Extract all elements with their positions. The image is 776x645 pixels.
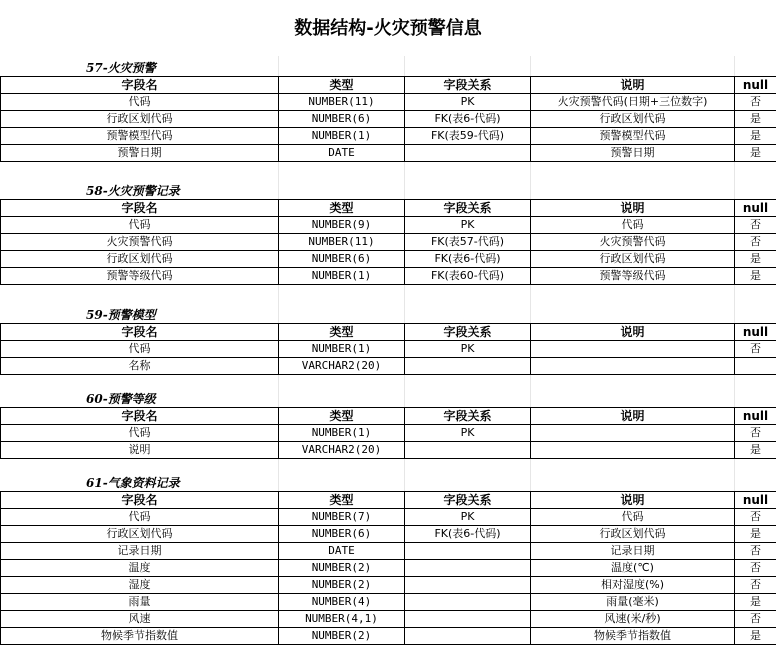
cell-null[interactable]: 否 — [735, 217, 776, 234]
cell-null[interactable]: 否 — [735, 611, 776, 628]
header-row — [1, 492, 776, 509]
header-cell-type: 类型 — [279, 324, 405, 341]
cell-desc[interactable]: 行政区划代码 — [531, 251, 735, 268]
cell-null[interactable]: 是 — [735, 128, 776, 145]
cell-field[interactable]: 代码 — [1, 217, 279, 234]
header-cell-type: 类型 — [279, 492, 405, 509]
cell-desc[interactable] — [531, 341, 735, 358]
cell-type[interactable]: NUMBER(1) — [279, 341, 405, 358]
header-cell-field: 字段名 — [1, 492, 279, 509]
section-table — [0, 76, 776, 162]
header-cell-rel: 字段关系 — [405, 200, 531, 217]
header-row — [1, 200, 776, 217]
cell-rel[interactable]: FK(表6-代码) — [405, 111, 531, 128]
section-table — [0, 491, 776, 645]
page-title: 数据结构-火灾预警信息 — [0, 14, 776, 40]
section-title: 60-预警等级 — [86, 390, 156, 407]
cell-desc[interactable]: 火灾预警代码 — [531, 234, 735, 251]
header-cell-rel: 字段关系 — [405, 324, 531, 341]
cell-desc[interactable]: 物候季节指数值 — [531, 628, 735, 645]
cell-field[interactable]: 代码 — [1, 341, 279, 358]
table-row — [1, 560, 776, 577]
cell-desc[interactable]: 雨量(毫米) — [531, 594, 735, 611]
cell-null[interactable]: 否 — [735, 509, 776, 526]
cell-type[interactable]: NUMBER(2) — [279, 577, 405, 594]
header-cell-desc: 说明 — [531, 492, 735, 509]
cell-null[interactable]: 否 — [735, 560, 776, 577]
cell-field[interactable]: 行政区划代码 — [1, 526, 279, 543]
cell-null[interactable]: 是 — [735, 628, 776, 645]
cell-field[interactable]: 温度 — [1, 560, 279, 577]
cell-rel[interactable]: FK(表59-代码) — [405, 128, 531, 145]
cell-field[interactable]: 代码 — [1, 509, 279, 526]
cell-null[interactable]: 是 — [735, 111, 776, 128]
cell-null[interactable]: 是 — [735, 251, 776, 268]
cell-desc[interactable]: 行政区划代码 — [531, 111, 735, 128]
header-cell-field: 字段名 — [1, 77, 279, 94]
cell-type[interactable]: VARCHAR2(20) — [279, 358, 405, 375]
cell-field[interactable]: 代码 — [1, 425, 279, 442]
table-row — [1, 526, 776, 543]
cell-rel[interactable]: FK(表6-代码) — [405, 526, 531, 543]
cell-rel[interactable] — [405, 543, 531, 560]
cell-field[interactable]: 湿度 — [1, 577, 279, 594]
cell-type[interactable]: NUMBER(6) — [279, 111, 405, 128]
table-row — [1, 611, 776, 628]
table-row — [1, 594, 776, 611]
table-row — [1, 509, 776, 526]
header-cell-null: null — [735, 77, 776, 94]
header-cell-null: null — [735, 200, 776, 217]
cell-desc[interactable] — [531, 442, 735, 459]
section-table — [0, 199, 776, 285]
cell-rel[interactable] — [405, 145, 531, 162]
header-cell-rel: 字段关系 — [405, 77, 531, 94]
header-cell-desc: 说明 — [531, 77, 735, 94]
table-row — [1, 145, 776, 162]
cell-desc[interactable]: 温度(℃) — [531, 560, 735, 577]
cell-rel[interactable]: PK — [405, 217, 531, 234]
table-row — [1, 251, 776, 268]
cell-type[interactable]: VARCHAR2(20) — [279, 442, 405, 459]
table-row — [1, 234, 776, 251]
section-table — [0, 323, 776, 375]
header-cell-desc: 说明 — [531, 408, 735, 425]
cell-type[interactable]: NUMBER(1) — [279, 268, 405, 285]
header-row — [1, 324, 776, 341]
header-cell-field: 字段名 — [1, 408, 279, 425]
cell-desc[interactable]: 行政区划代码 — [531, 526, 735, 543]
table-row — [1, 425, 776, 442]
table-row — [1, 217, 776, 234]
cell-null[interactable]: 否 — [735, 234, 776, 251]
cell-null[interactable]: 是 — [735, 442, 776, 459]
cell-type[interactable]: NUMBER(1) — [279, 425, 405, 442]
cell-desc[interactable]: 代码 — [531, 509, 735, 526]
cell-rel[interactable] — [405, 560, 531, 577]
cell-null[interactable]: 否 — [735, 425, 776, 442]
header-cell-desc: 说明 — [531, 324, 735, 341]
cell-rel[interactable]: PK — [405, 341, 531, 358]
cell-null[interactable]: 是 — [735, 526, 776, 543]
cell-type[interactable]: NUMBER(7) — [279, 509, 405, 526]
cell-desc[interactable]: 预警模型代码 — [531, 128, 735, 145]
cell-rel[interactable]: FK(表6-代码) — [405, 251, 531, 268]
table-row — [1, 358, 776, 375]
cell-field[interactable]: 行政区划代码 — [1, 251, 279, 268]
cell-rel[interactable] — [405, 442, 531, 459]
cell-field[interactable]: 物候季节指数值 — [1, 628, 279, 645]
header-cell-type: 类型 — [279, 408, 405, 425]
cell-desc[interactable]: 记录日期 — [531, 543, 735, 560]
cell-null[interactable]: 否 — [735, 543, 776, 560]
table-row — [1, 341, 776, 358]
cell-desc[interactable]: 相对湿度(%) — [531, 577, 735, 594]
header-cell-type: 类型 — [279, 77, 405, 94]
header-cell-field: 字段名 — [1, 324, 279, 341]
cell-null[interactable]: 是 — [735, 594, 776, 611]
cell-type[interactable]: NUMBER(4) — [279, 594, 405, 611]
cell-field[interactable]: 行政区划代码 — [1, 111, 279, 128]
cell-type[interactable]: NUMBER(2) — [279, 560, 405, 577]
section-title: 61-气象资料记录 — [86, 474, 180, 491]
cell-type[interactable]: NUMBER(2) — [279, 628, 405, 645]
header-cell-rel: 字段关系 — [405, 408, 531, 425]
cell-type[interactable]: DATE — [279, 145, 405, 162]
table-row — [1, 577, 776, 594]
cell-field[interactable]: 雨量 — [1, 594, 279, 611]
cell-type[interactable]: NUMBER(6) — [279, 251, 405, 268]
header-cell-null: null — [735, 408, 776, 425]
cell-desc[interactable]: 火灾预警代码(日期+三位数字) — [531, 94, 735, 111]
table-row — [1, 128, 776, 145]
section-title: 57-火灾预警 — [86, 59, 156, 76]
header-cell-type: 类型 — [279, 200, 405, 217]
cell-type[interactable]: NUMBER(9) — [279, 217, 405, 234]
cell-field[interactable]: 代码 — [1, 94, 279, 111]
cell-type[interactable]: NUMBER(11) — [279, 234, 405, 251]
cell-desc[interactable] — [531, 425, 735, 442]
table-row — [1, 94, 776, 111]
header-cell-null: null — [735, 492, 776, 509]
cell-rel[interactable]: FK(表60-代码) — [405, 268, 531, 285]
header-cell-rel: 字段关系 — [405, 492, 531, 509]
cell-desc[interactable]: 代码 — [531, 217, 735, 234]
cell-desc[interactable]: 风速(米/秒) — [531, 611, 735, 628]
section-title: 59-预警模型 — [86, 306, 156, 323]
cell-type[interactable]: NUMBER(1) — [279, 128, 405, 145]
cell-field[interactable]: 名称 — [1, 358, 279, 375]
header-cell-desc: 说明 — [531, 200, 735, 217]
cell-type[interactable]: DATE — [279, 543, 405, 560]
cell-rel[interactable]: PK — [405, 94, 531, 111]
cell-rel[interactable]: PK — [405, 425, 531, 442]
cell-null[interactable]: 是 — [735, 145, 776, 162]
section-title: 58-火灾预警记录 — [86, 182, 180, 199]
cell-rel[interactable]: FK(表57-代码) — [405, 234, 531, 251]
cell-field[interactable]: 火灾预警代码 — [1, 234, 279, 251]
header-cell-null: null — [735, 324, 776, 341]
cell-desc[interactable]: 预警等级代码 — [531, 268, 735, 285]
section-table — [0, 407, 776, 459]
cell-desc[interactable]: 预警日期 — [531, 145, 735, 162]
cell-type[interactable]: NUMBER(11) — [279, 94, 405, 111]
cell-type[interactable]: NUMBER(4,1) — [279, 611, 405, 628]
cell-null[interactable] — [735, 358, 776, 375]
cell-rel[interactable] — [405, 577, 531, 594]
cell-rel[interactable]: PK — [405, 509, 531, 526]
cell-field[interactable]: 说明 — [1, 442, 279, 459]
header-row — [1, 77, 776, 94]
cell-rel[interactable] — [405, 611, 531, 628]
cell-field[interactable]: 预警模型代码 — [1, 128, 279, 145]
table-row — [1, 268, 776, 285]
cell-field[interactable]: 预警日期 — [1, 145, 279, 162]
cell-null[interactable]: 否 — [735, 341, 776, 358]
cell-null[interactable]: 否 — [735, 577, 776, 594]
header-row — [1, 408, 776, 425]
cell-rel[interactable] — [405, 594, 531, 611]
table-row — [1, 442, 776, 459]
cell-null[interactable]: 是 — [735, 268, 776, 285]
cell-desc[interactable] — [531, 358, 735, 375]
cell-rel[interactable] — [405, 358, 531, 375]
cell-field[interactable]: 记录日期 — [1, 543, 279, 560]
cell-type[interactable]: NUMBER(6) — [279, 526, 405, 543]
cell-null[interactable]: 否 — [735, 94, 776, 111]
table-row — [1, 111, 776, 128]
cell-field[interactable]: 预警等级代码 — [1, 268, 279, 285]
cell-field[interactable]: 风速 — [1, 611, 279, 628]
table-row — [1, 543, 776, 560]
header-cell-field: 字段名 — [1, 200, 279, 217]
